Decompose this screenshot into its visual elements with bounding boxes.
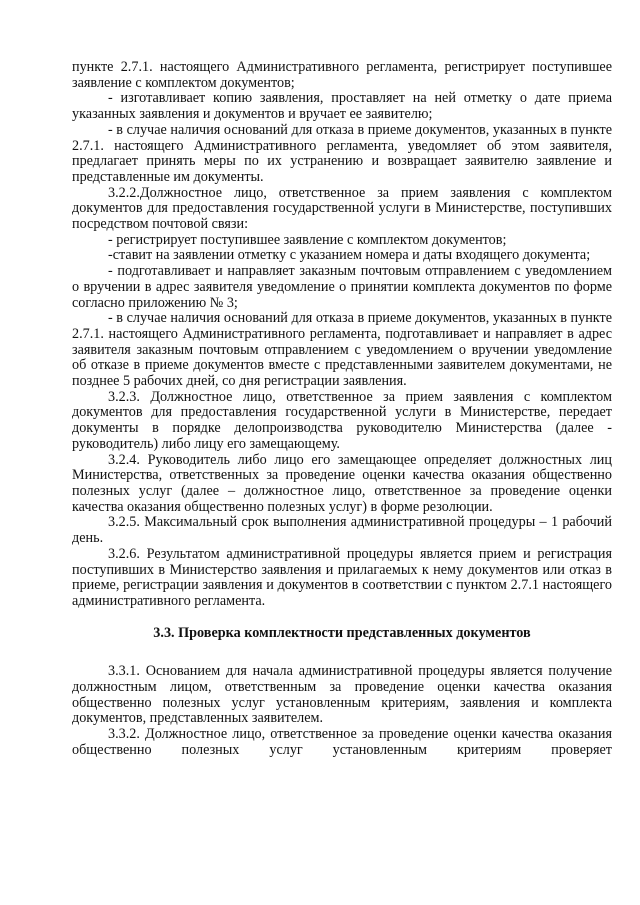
- body-bottom: [72, 664, 612, 774]
- paragraph: - регистрирует поступившее заявление с комплектом документов;: [108, 231, 507, 248]
- paragraph: 3.2.2.Должностное лицо, ответственное за прием заявления с комплектом документов для предоставления государственной услуги в Министерстве, поступивших посредством почтовой связи:: [72, 184, 612, 233]
- paragraph: - в случае наличия оснований для отказа в приеме документов, указанных в пункте 2.7.1. настоящего Административного регламента, уведомляет об этом заявителя, предлагает принять меры по их устранению и возвращает заявителю заявление и представленные им документы.: [72, 121, 612, 185]
- paragraph: 3.2.4. Руководитель либо лицо его замещающее определяет должностных лиц Министерства, ответственных за проведение оценки качества оказания общественно полезных услуг (далее – должностное лицо, ответственное за проведение оценки качества оказания общественно полезных услуг) в форме резолюции.: [72, 451, 612, 515]
- paragraph: - в случае наличия оснований для отказа в приеме документов, указанных в пункте 2.7.1. настоящего Административного регламента, подготавливает и направляет в адрес заявителя заказным почтовым отправлением с уведомлением о вручении уведомление об отказе в приеме документов вместе с представленными заявителем документами, не позднее 5 рабочих дней, со дня регистрации заявления.: [72, 310, 612, 390]
- paragraph: -ставит на заявлении отметку с указанием номера и даты входящего документа;: [108, 247, 591, 264]
- body-top: [72, 60, 612, 610]
- paragraph-continued: 3.3.2. Должностное лицо, ответственное за проведение оценки качества оказания общественно полезных услуг установленным критериям проверяет: [72, 726, 612, 758]
- section-heading: 3.3. Проверка комплектности представленных документов: [153, 624, 531, 641]
- paragraph: - подготавливает и направляет заказным почтовым отправлением с уведомлением о вручении в адрес заявителя уведомление о принятии комплекта документов по форме согласно приложению № 3;: [72, 263, 612, 311]
- paragraph: 3.2.6. Результатом административной процедуры является прием и регистрация поступивших в Министерство заявления и прилагаемых к нему документов или отказ в приеме, регистрации заявления и документов в соответствии с пунктом 2.7.1 настоящего административного регламента.: [72, 545, 612, 609]
- paragraph: 3.2.5. Максимальный срок выполнения административной процедуры – 1 рабочий день.: [72, 514, 612, 547]
- paragraph: 3.2.3. Должностное лицо, ответственное за прием заявления с комплектом документов для предоставления государственной услуги в Министерстве, передает документы в порядке делопроизводства руководителю Министерства (далее - руководитель) либо лицу его замещающему.: [72, 388, 612, 452]
- paragraph: пункте 2.7.1. настоящего Административного регламента, регистрирует поступившее заявление с комплектом документов;: [72, 59, 612, 91]
- paragraph: 3.3.1. Основанием для начала административной процедуры является получение должностным лицом, ответственным за проведение оценки качества оказания общественно полезных услуг установленным критериям, заявления и комплекта документов, представленных заявителем.: [72, 663, 612, 727]
- paragraph: - изготавливает копию заявления, проставляет на ней отметку о дате приема указанных заявления и документов и вручает ее заявителю;: [72, 90, 612, 123]
